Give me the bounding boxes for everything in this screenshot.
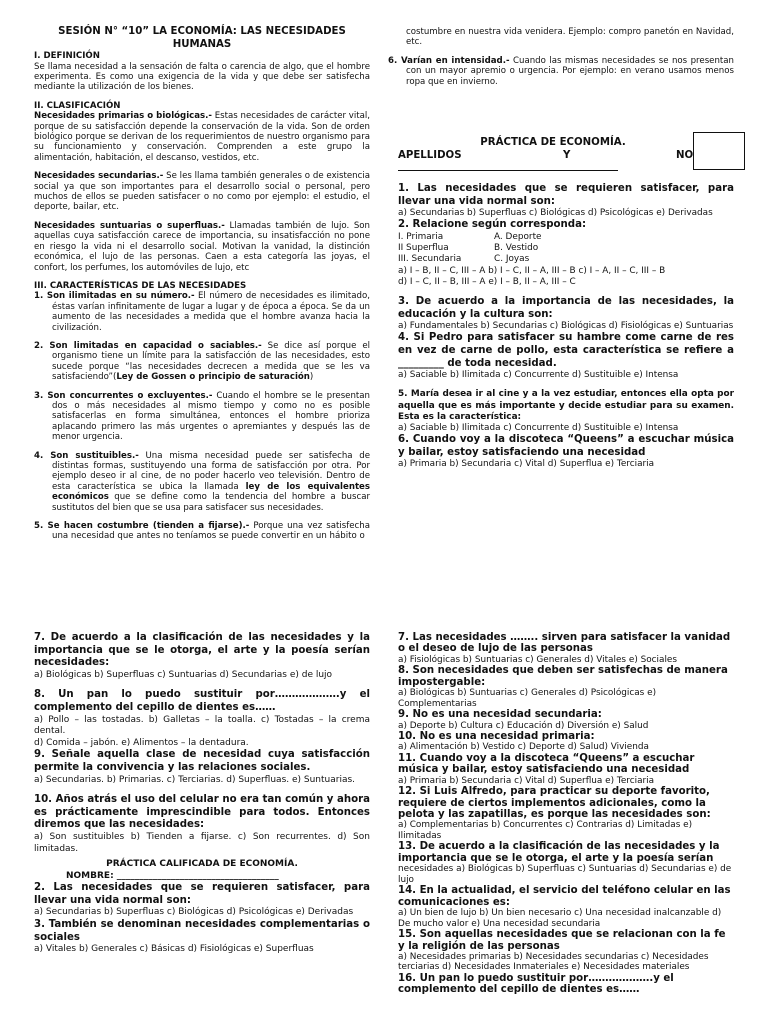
characteristic-5-term: 5. Se hacen costumbre (tienden a fijarse).-	[34, 521, 250, 532]
luxury-needs-text: Llamadas también de lujo. Son aquellas cuya satisfacción carece de importancia, su insatisfacción no pone en riesgo la vida ni el desarrollo social. Motivan la vanidad, la distinción económica, el lujo de las personas. Caen a esta categoría las joyas, el confort, los perfumes, los automóviles de lujo, etc	[34, 220, 370, 273]
section-characteristics-heading: III. CARACTERÍSTICAS DE LAS NECESIDADES	[34, 280, 247, 291]
bl-practice-question-3: 3. También se denominan necesidades complementarias o sociales	[34, 919, 370, 943]
name-underline	[398, 170, 618, 171]
br-question-12: 12. Si Luis Alfredo, para practicar su deporte favorito, requiere de ciertos implementos adicionales, como la pelota y las zapatillas, es porque las necesidades son:	[398, 786, 711, 821]
br-question-15-options: a) Necesidades primarias b) Necesidades secundarias c) Necesidades terciarias d) Necesidades Inmateriales e) Necesidades materiales	[398, 951, 709, 973]
bl-practice-question-2: 2. Las necesidades que se requieren satisfacer, para llevar una vida normal son:	[34, 882, 370, 906]
br-question-10: 10. No es una necesidad primaria:	[398, 731, 595, 743]
primary-needs-text: Estas necesidades de carácter vital, porque de su satisfacción depende la conservación de la vida. Son de orden biológico porque se derivan de los requerimientos de nuestro organismo para su funcionamiento y conservación. Comprenden a este grupo la alimentación, habitación, el descanso, vestidos, etc.	[34, 111, 371, 163]
section-definition-heading: I. DEFINICIÓN	[34, 51, 100, 62]
bl-question-7: 7. De acuerdo a la clasificación de las necesidades y la importancia que se le otorga, el arte y la poesía serían necesidades:	[34, 632, 370, 669]
bl-question-8-options-1: a) Pollo – las tostadas. b) Galletas – la toalla. c) Tostadas – la crema dental.	[34, 714, 370, 737]
graded-practice-name-label: NOMBRE: ____________________________________	[66, 870, 279, 881]
br-question-7: 7. Las necesidades …….. sirven para satisfacer la vanidad o el deseo de lujo de las personas	[398, 632, 731, 655]
br-question-14: 14. En la actualidad, el servicio del teléfono celular en las comunicaciones es:	[398, 885, 731, 908]
primary-needs-paragraph	[34, 111, 370, 163]
question-1: 1. Las necesidades que se requieren satisfacer, para llevar una vida normal son:	[398, 183, 734, 207]
top-right-column	[388, 27, 734, 87]
question-3-options: a) Fundamentales b) Secundarias c) Biológicas d) Fisiológicas e) Suntuarias	[398, 321, 734, 332]
characteristic-3-term: 3. Son concurrentes o excluyentes.-	[34, 390, 213, 401]
br-question-16: 16. Un pan lo puedo sustituir por……………….y el complemento del cepillo de dientes es……	[398, 972, 674, 996]
characteristic-4-end: que se define como la tendencia del hombre a buscar sustitutos del bien que se usa para satisfacer sus necesidades.	[52, 492, 370, 513]
br-question-15: 15. Son aquellas necesidades que se relacionan con la fe y la religión de las personas	[398, 929, 726, 952]
characteristic-4-text: Una misma necesidad puede ser satisfecha de distintas formas, sustituyendo una forma de satisfacción por otra. Por ejemplo deseo ir al cine, de no poder hacerlo veo televisión. Dentro de esta característica se ubica la llamada	[52, 450, 370, 492]
br-question-9: 9. No es una necesidad secundaria:	[398, 709, 602, 721]
secondary-needs-paragraph	[34, 171, 370, 213]
characteristic-6-term: 6. Varían en intensidad.-	[388, 55, 510, 66]
characteristic-3-text: Cuando el hombre se le presentan dos o más necesidades al mismo tiempo y como no es posible satisfacerlas en forma simultánea, entonces el hombre prioriza aplacando primero las más urgentes o apremiantes y después las de menor urgencia.	[52, 390, 370, 443]
br-question-8: 8. Son necesidades que deben ser satisfechas de manera impostergable:	[398, 665, 728, 688]
br-question-14-options: a) Un bien de lujo b) Un bien necesario c) Una necesidad inalcanzable d) De mucho valor e) Una necesidad secundaria	[398, 908, 722, 929]
bl-question-9-options: a) Secundarias. b) Primarias. c) Terciarias. d) Superfluas. e) Suntuarias.	[34, 774, 356, 785]
secondary-needs-text: Se les llama también generales o de existencia social ya que son importantes para el desarrollo social o personal, pero muchos de ellos se pueden satisfacer o no como por ejemplo: el estudio, el deporte, bailar, etc.	[34, 171, 370, 213]
br-question-13-options: necesidades a) Biológicas b) Superfluas c) Suntuarias d) Secundarias e) de lujo	[398, 864, 732, 885]
question-6: 6. Cuando voy a la discoteca “Queens” a escuchar música y bailar, estoy satisfaciendo una necesidad	[398, 434, 734, 458]
bottom-right-column	[398, 632, 734, 996]
match-right-2: B. Vestido	[494, 243, 539, 254]
match-right-3: C. Joyas	[494, 254, 530, 265]
definition-text: Se llama necesidad a la sensación de falta o carencia de algo, que el hombre experimenta. Es como una exigencia de la vida y que debe ser satisfecha mediante la utilización de los bienes.	[34, 61, 370, 93]
question-3: 3. De acuerdo a la importancia de las necesidades, la educación y la cultura son:	[398, 296, 734, 320]
match-left-3: III. Secundaria	[398, 254, 462, 265]
br-question-8-options: a) Biológicas b) Suntuarias c) Generales d) Psicológicas e) Complementarias	[398, 688, 657, 709]
characteristic-5-text: Porque una vez satisfecha una necesidad que antes no teníamos se puede convertir en un hábito o	[52, 521, 370, 542]
top-left-column	[34, 26, 370, 542]
characteristic-2-term: 2. Son limitadas en capacidad o saciables.-	[34, 340, 262, 351]
br-question-13: 13. De acuerdo a la clasificación de las necesidades y la importancia que se le otorga, el arte y la poesía serían	[398, 841, 720, 864]
question-1-options: a) Secundarias b) Superfluas c) Biológicas d) Psicológicas e) Derivadas	[398, 208, 713, 219]
question-5: 5. María desea ir al cine y a la vez estudiar, entonces ella opta por aquella que es más importante y decide estudiar para su examen. Esta es la característica:	[398, 389, 734, 422]
nombre-label: NO	[676, 149, 694, 161]
bl-question-9: 9. Señale aquella clase de necesidad cuya satisfacción permite la convivencia y las relaciones sociales.	[34, 749, 370, 773]
practice-header	[398, 137, 708, 163]
bl-question-8-options-2: d) Comida – jabón. e) Alimentos – la dentadura.	[34, 737, 249, 748]
characteristic-5-continued: costumbre en nuestra vida venidera. Ejemplo: compro panetón en Navidad, etc.	[406, 27, 734, 48]
characteristic-6-text: Cuando las mismas necesidades se nos presentan con un mayor apremio o urgencia. Por ejemplo: en verano usamos menos ropa que en invierno.	[406, 55, 734, 87]
bl-question-10-options: a) Son sustituibles b) Tienden a fijarse. c) Son recurrentes. d) Son limitadas.	[34, 831, 370, 854]
bottom-left-column	[34, 632, 370, 956]
luxury-needs-paragraph	[34, 221, 370, 273]
characteristic-4-term: 4. Son sustituibles.-	[34, 450, 139, 461]
br-question-11: 11. Cuando voy a la discoteca “Queens” a escuchar música y bailar, estoy satisfaciendo una necesidad	[398, 752, 695, 776]
characteristic-3	[34, 391, 370, 443]
question-4-options: a) Saciable b) Ilimitada c) Concurrente d) Sustituible e) Intensa	[398, 370, 679, 381]
br-question-9-options: a) Deporte b) Cultura c) Educación d) Diversión e) Salud	[398, 720, 649, 731]
characteristic-2-text: Se dice así porque el organismo tiene un límite para la satisfacción de las necesidades, esto sucede porque “las necesidades decrecen a medida que se les va satisfaciendo”(	[52, 340, 370, 383]
characteristic-2	[34, 341, 370, 383]
br-question-10-options: a) Alimentación b) Vestido c) Deporte d) Salud) Vivienda	[398, 742, 649, 753]
characteristic-1	[34, 291, 370, 333]
characteristic-6	[388, 56, 734, 87]
apellidos-label: APELLIDOS	[398, 149, 462, 161]
br-question-7-options: a) Fisiológicas b) Suntuarias c) Generales d) Vitales e) Sociales	[398, 654, 677, 665]
equivalents-law: ley de los equivalentes económicos	[52, 481, 370, 503]
section-classification-heading: II. CLASIFICACIÓN	[34, 100, 121, 111]
br-question-11-options: a) Primaria b) Secundaria c) Vital d) Superflua e) Terciaria	[398, 775, 655, 786]
grade-box	[693, 132, 745, 170]
match-right-1: A. Deporte	[494, 231, 542, 242]
match-left-2: II Superflua	[398, 243, 449, 254]
secondary-needs-term: Necesidades secundarias.-	[34, 171, 164, 182]
characteristic-1-text: El número de necesidades es ilimitado, éstas varían infinitamente de lugar a lugar y de época a época. Se da un aumento de las necesidades a medida que el hombre avanza hacia la civilización.	[52, 291, 370, 333]
question-2-match-table	[398, 232, 734, 266]
practice-questions	[398, 183, 734, 471]
bl-practice-question-2-options: a) Secundarias b) Superfluas c) Biológicas d) Psicológicas e) Derivadas	[34, 907, 354, 918]
question-6-options: a) Primaria b) Secundaria c) Vital d) Superflua e) Terciaria	[398, 459, 655, 470]
question-2-options-1: a) I – B, II – C, III – A b) I – C, II – A, III – B c) I – A, II – C, III – B	[398, 265, 666, 276]
characteristic-1-term: 1. Son ilimitadas en su número.-	[34, 291, 195, 302]
practice-title: PRÁCTICA DE ECONOMÍA.	[480, 137, 626, 148]
question-2-options-2: d) I – C, II – B, III – A e) I – B, II – A, III – C	[398, 276, 576, 287]
primary-needs-term: Necesidades primarias o biológicas.-	[34, 111, 212, 122]
characteristic-4	[34, 451, 370, 513]
bl-question-7-options: a) Biológicas b) Superfluas c) Suntuarias d) Secundarias e) de lujo	[34, 669, 333, 680]
bl-practice-question-3-options: a) Vitales b) Generales c) Básicas d) Fisiológicas e) Superfluas	[34, 944, 314, 955]
question-2: 2. Relacione según corresponda:	[398, 219, 587, 231]
question-4: 4. Si Pedro para satisfacer su hambre come carne de res en vez de carne de pollo, esta característica se refiere a _________ de toda necesidad.	[398, 332, 734, 369]
question-5-options: a) Saciable b) Ilimitada c) Concurrente d) Sustituible e) Intensa	[398, 422, 679, 433]
gossen-law: Ley de Gossen o principio de saturación	[116, 372, 310, 383]
match-left-1: I. Primaria	[398, 231, 444, 242]
bl-question-10: 10. Años atrás el uso del celular no era tan común y ahora es prácticamente imprescindible para todos. Entonces diremos que las necesidades:	[34, 794, 370, 831]
y-label: Y	[563, 149, 571, 161]
graded-practice-title: PRÁCTICA CALIFICADA DE ECONOMÍA.	[106, 859, 298, 870]
luxury-needs-term: Necesidades suntuarias o superfluas.-	[34, 220, 225, 231]
br-question-12-options: a) Complementarias b) Concurrentes c) Contrarias d) Limitadas e) Ilimitadas	[398, 820, 693, 841]
lesson-title: SESIÓN N° “10” LA ECONOMÍA: LAS NECESIDADES HUMANAS	[58, 26, 346, 50]
bl-question-8: 8. Un pan lo puedo sustituir por……………….y el complemento del cepillo de dientes es……	[34, 689, 370, 713]
characteristic-2-end: )	[309, 372, 314, 383]
characteristic-5	[34, 521, 370, 542]
